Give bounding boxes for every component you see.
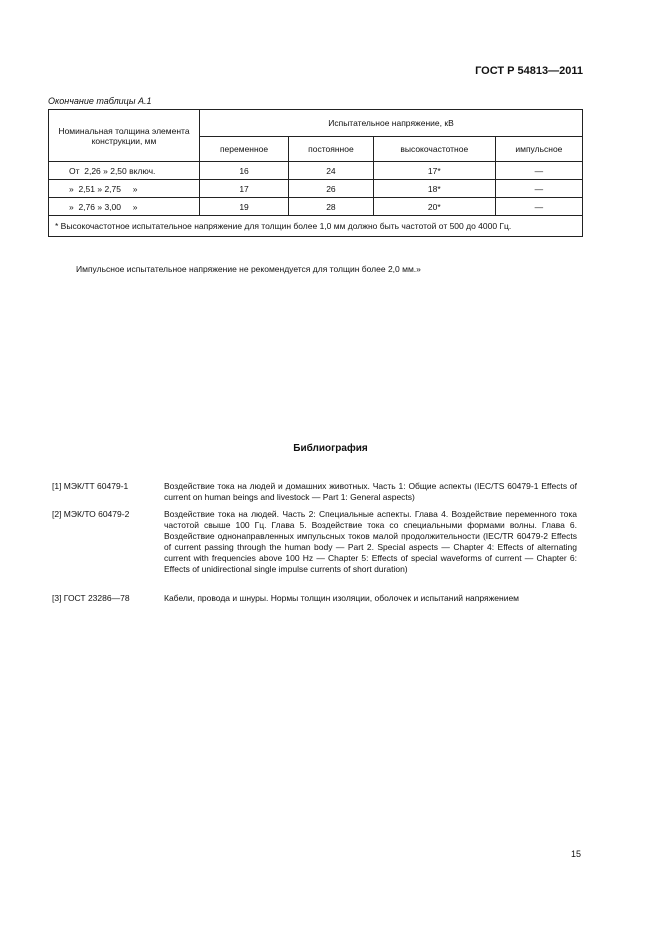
bibliography-title: Библиография bbox=[293, 443, 368, 454]
table-row bbox=[49, 198, 583, 216]
thickness-column-header: Номинальная толщина элемента конструкции, мм bbox=[49, 110, 200, 162]
table-footnote: * Высокочастотное испытательное напряжение для толщин более 1,0 мм должно быть частотой от 500 до 4000 Гц. bbox=[49, 216, 583, 237]
impulse-note: Импульсное испытательное напряжение не рекомендуется для толщин более 2,0 мм.» bbox=[76, 264, 421, 274]
impulse-cell: — bbox=[495, 180, 582, 198]
hf-cell: 20* bbox=[373, 198, 495, 216]
impulse-column-header: импульсное bbox=[495, 137, 582, 162]
bibliography-entry bbox=[52, 509, 577, 575]
hf-cell: 17* bbox=[373, 162, 495, 180]
page-number: 15 bbox=[570, 849, 581, 859]
impulse-cell: — bbox=[495, 198, 582, 216]
dc-column-header: постоянное bbox=[289, 137, 374, 162]
ac-column-header: переменное bbox=[200, 137, 289, 162]
impulse-cell: — bbox=[495, 162, 582, 180]
bibliography-text: Воздействие тока на людей. Часть 2: Специальные аспекты. Глава 4. Воздействие переменного тока частотой свыше 100 Гц. Глава 5. Воздействие тока со специальными формами волны. Глава 6. Воздействие однонаправленных импульсных токов малой продолжительности (IEC/TR 60479-2 Effects of current passing through the human body — Part 2. Special aspects — Chapter 4: Effects of alternating current with frequencies above 100 Hz — Chapter 5: Effects of special waveforms of current — Chapter 6: Effects of unidirectional single impulse currents of short duration) bbox=[164, 509, 577, 574]
voltage-group-header: Испытательное напряжение, кВ bbox=[200, 110, 583, 137]
thickness-cell: » 2,76 » 3,00 » bbox=[49, 198, 200, 216]
table-row bbox=[49, 162, 583, 180]
thickness-cell: От 2,26 » 2,50 включ. bbox=[49, 162, 200, 180]
table-caption: Окончание таблицы А.1 bbox=[48, 96, 152, 106]
bibliography-ref: [3] ГОСТ 23286—78 bbox=[52, 593, 130, 603]
ac-cell: 19 bbox=[200, 198, 289, 216]
table-row bbox=[49, 180, 583, 198]
hf-cell: 18* bbox=[373, 180, 495, 198]
dc-cell: 24 bbox=[289, 162, 374, 180]
bibliography-text: Воздействие тока на людей и домашних животных. Часть 1: Общие аспекты (IEC/TS 60479-1 Effects of current on human beings and livestock — Part 1: General aspects) bbox=[164, 481, 577, 502]
dc-cell: 28 bbox=[289, 198, 374, 216]
dc-cell: 26 bbox=[289, 180, 374, 198]
bibliography-ref: [2] МЭК/ТО 60479-2 bbox=[52, 509, 130, 519]
bibliography-ref: [1] МЭК/ТТ 60479-1 bbox=[52, 481, 129, 491]
voltage-table bbox=[48, 109, 583, 237]
bibliography-entry bbox=[52, 593, 577, 604]
hf-column-header: высокочастотное bbox=[373, 137, 495, 162]
standard-number: ГОСТ Р 54813—2011 bbox=[475, 65, 583, 77]
thickness-cell: » 2,51 » 2,75 » bbox=[49, 180, 200, 198]
ac-cell: 17 bbox=[200, 180, 289, 198]
bibliography-text: Кабели, провода и шнуры. Нормы толщин изоляции, оболочек и испытаний напряжением bbox=[164, 593, 520, 603]
bibliography-entry bbox=[52, 481, 577, 503]
ac-cell: 16 bbox=[200, 162, 289, 180]
